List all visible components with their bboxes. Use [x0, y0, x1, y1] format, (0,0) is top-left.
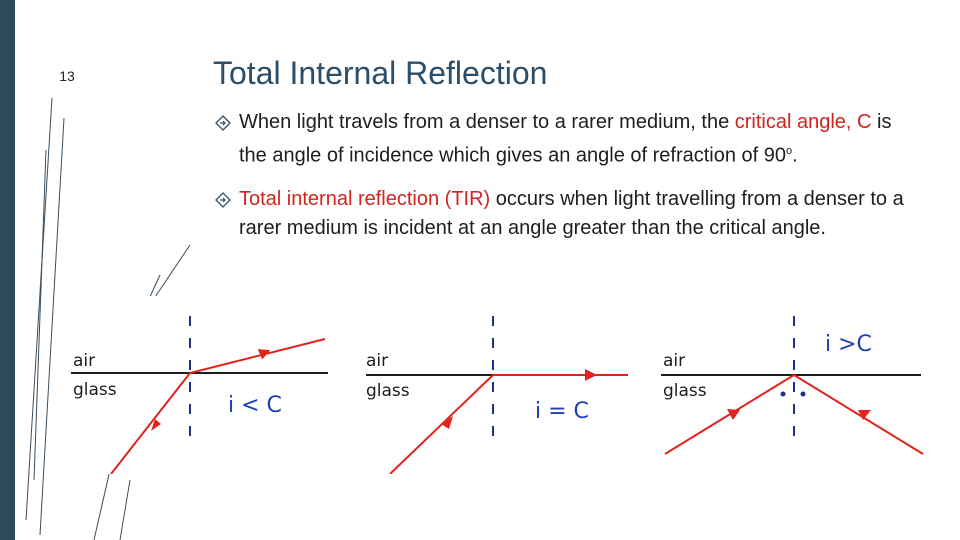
angle-dot: [801, 392, 806, 397]
diamond-arrow-icon: [215, 192, 231, 208]
slide-title: Total Internal Reflection: [213, 55, 548, 91]
lower-medium-label: glass: [663, 381, 707, 401]
refraction-diagrams: [63, 296, 933, 474]
upper-medium-label: air: [366, 351, 389, 371]
diagram-critical: [366, 316, 628, 474]
lower-medium-label: glass: [366, 381, 410, 401]
ray-arrow: [585, 369, 597, 381]
reflected-ray: [794, 375, 923, 454]
incident-ray: [111, 373, 190, 474]
lower-medium-label: glass: [73, 380, 117, 400]
bullet-text: When light travels from a denser to a rarer medium, the: [239, 111, 735, 133]
bullet-end: .: [792, 144, 798, 167]
angle-dot: [781, 392, 786, 397]
bullet-list: [213, 108, 913, 257]
bullet-text-cont: is the angle of incidence which gives an angle of refraction of 90: [239, 111, 892, 167]
upper-medium-label: air: [73, 351, 96, 371]
condition-label: i < C: [228, 393, 282, 418]
refracted-ray: [190, 339, 325, 373]
condition-label: i = C: [535, 399, 589, 424]
bullet-highlight: Total internal reflection (TIR): [239, 187, 491, 210]
diagram-tir: [661, 316, 923, 454]
diamond-arrow-icon: [215, 115, 231, 131]
degree-superscript: o: [786, 145, 793, 157]
bullet-text: occurs when light travelling from a denser to a rarer medium is incident at an angle greater than the critical angle.: [239, 187, 904, 239]
condition-label: i >C: [825, 332, 872, 357]
bullet-critical-angle: [213, 108, 913, 171]
bullet-tir: [213, 185, 913, 243]
diagram-refraction: [71, 316, 328, 474]
slide-number: 13: [59, 68, 75, 84]
left-accent-bar: [0, 0, 15, 540]
upper-medium-label: air: [663, 351, 686, 371]
bullet-highlight: critical angle, C: [734, 111, 872, 133]
